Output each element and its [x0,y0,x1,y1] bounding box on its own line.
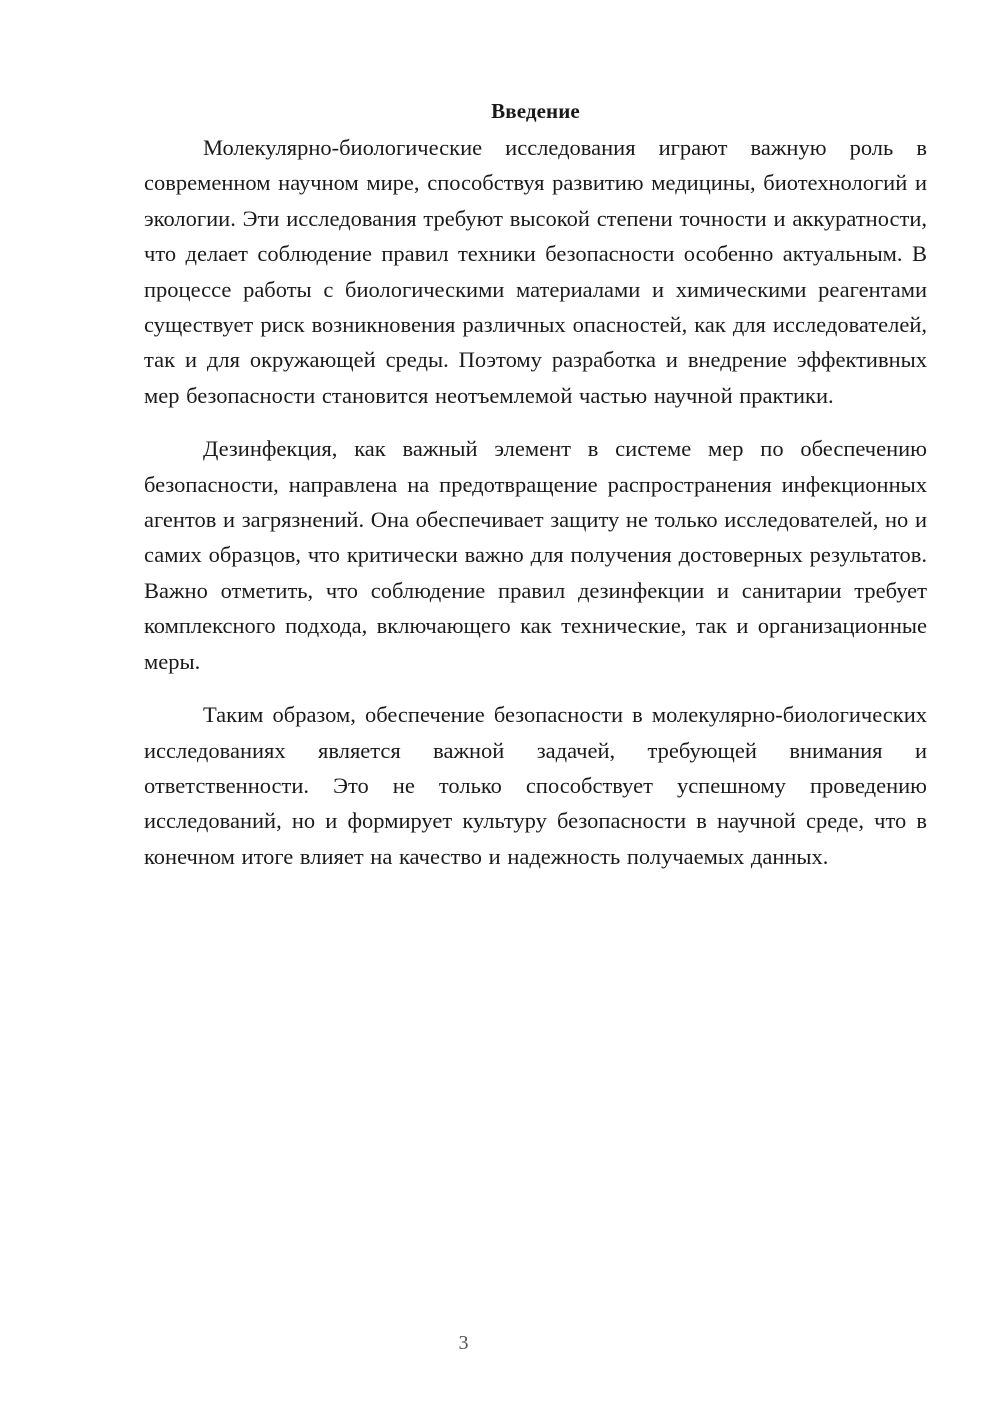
paragraph-2: Дезинфекция, как важный элемент в системе мер по обеспечению безопасности, направлена на предотвращение распространения инфекционных агентов и загрязнений. Она обеспечивает защиту не только исследователей, но и самих образцов, что критически важно для получения достоверных результатов. Важно отметить, что соблюдение правил дезинфекции и санитарии требует комплексного подхода, включающего как технические, так и организационные меры. [144,436,927,674]
page-content [144,92,927,892]
page-number: 3 [458,1332,469,1354]
section-heading: Введение [491,99,580,123]
paragraph-1: Молекулярно-биологические исследования играют важную роль в современном научном мире, способствуя развитию медицины, биотехнологий и экологии. Эти исследования требуют высокой степени точности и аккуратности, что делает соблюдение правил техники безопасности особенно актуальным. В процессе работы с биологическими материалами и химическими реагентами существует риск возникновения различных опасностей, как для исследователей, так и для окружающей среды. Поэтому разработка и внедрение эффективных мер безопасности становится неотъемлемой частью научной практики. [144,135,927,408]
paragraph-3: Таким образом, обеспечение безопасности в молекулярно-биологических исследованиях является важной задачей, требующей внимания и ответственности. Это не только способствует успешному проведению исследований, но и формирует культуру безопасности в научной среде, что в конечном итоге влияет на качество и надежность получаемых данных. [144,702,927,869]
